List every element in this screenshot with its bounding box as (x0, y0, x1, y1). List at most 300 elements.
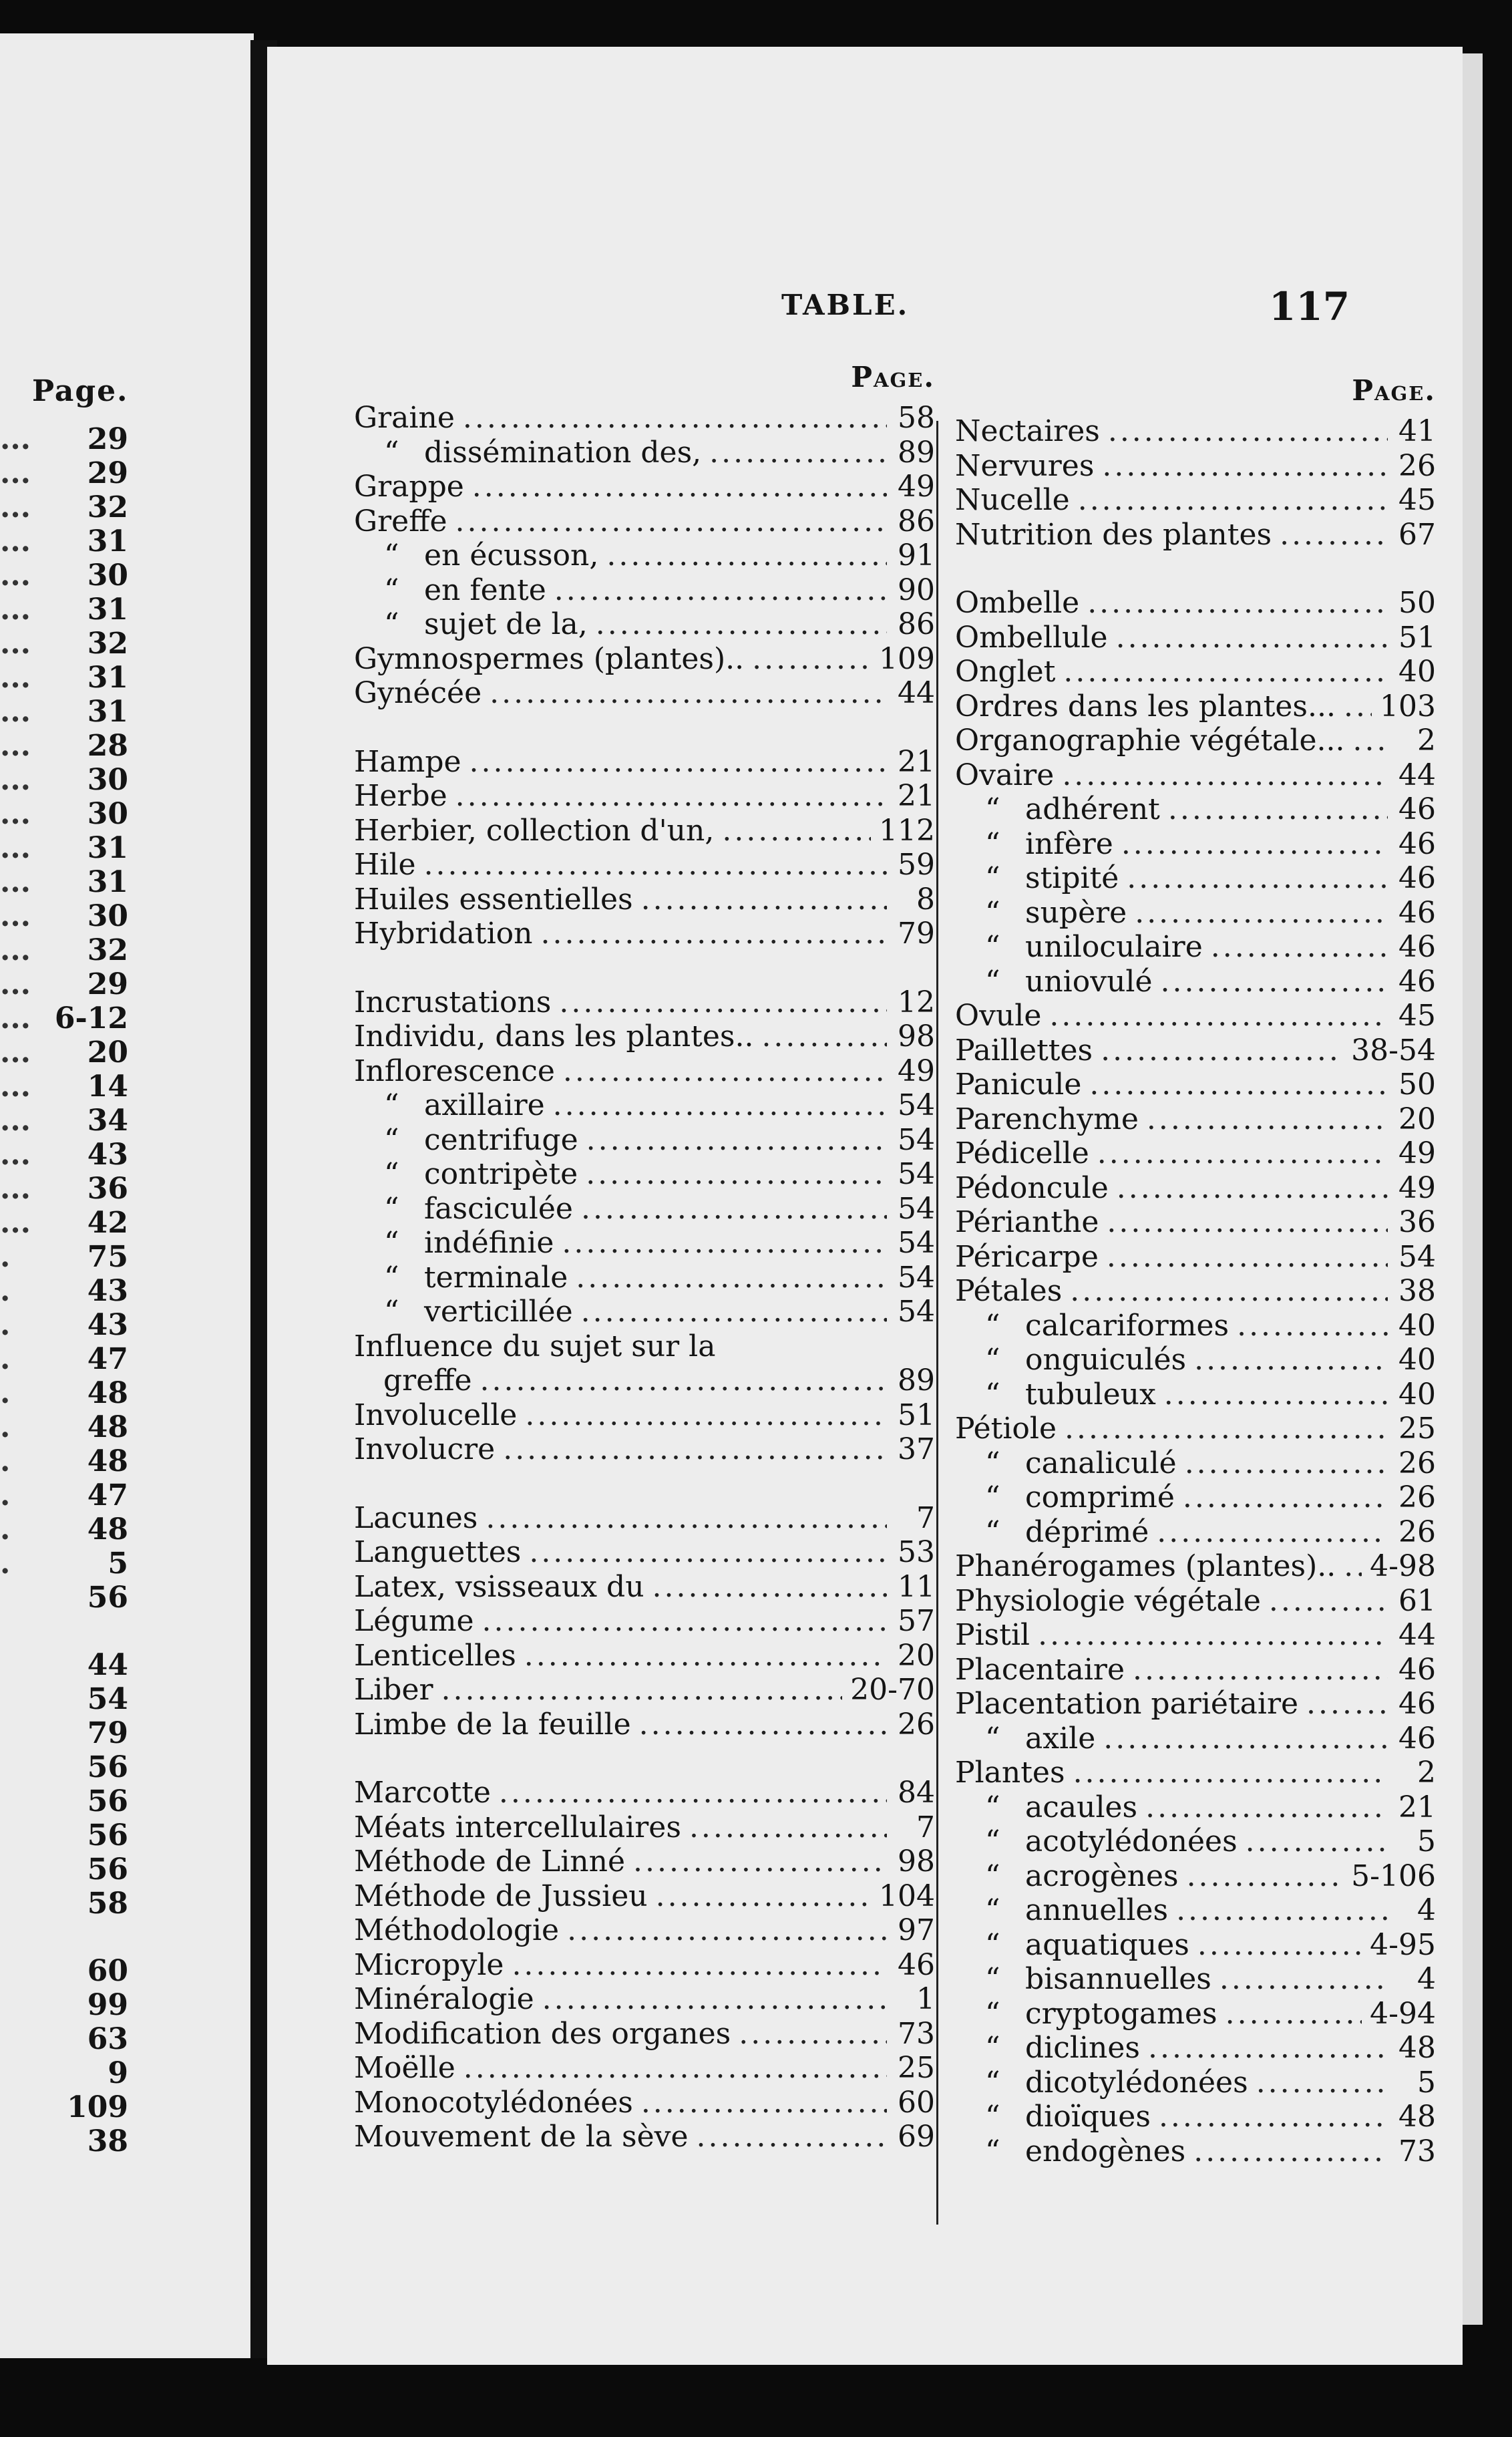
entry-term (354, 882, 633, 917)
index-entry (955, 586, 1436, 621)
dot-leader: ... (0, 865, 31, 899)
entry-label: Minéralogie (354, 1982, 534, 2016)
dot-leader (586, 1157, 887, 1191)
facing-page-number-value: 31 (87, 831, 128, 865)
dot-leader: . (0, 1376, 11, 1410)
entry-term (354, 1776, 491, 1810)
column-header: Page. (851, 361, 935, 393)
facing-page-number-value: 47 (87, 1342, 128, 1376)
entry-label: déprimé (1025, 1514, 1149, 1549)
ditto-mark: “ (985, 2065, 1000, 2100)
entry-page-number: 21 (898, 779, 935, 813)
dot-leader (1101, 1033, 1343, 1068)
facing-page-number (0, 661, 134, 695)
entry-term (955, 1618, 1030, 1652)
index-entry (955, 2134, 1436, 2169)
entry-label: Modification des organes (354, 2016, 731, 2051)
entry-page-number: 50 (1398, 586, 1436, 620)
entry-label: Lenticelles (354, 1638, 516, 1673)
entry-term (955, 1790, 1137, 1824)
entry-term (354, 1432, 495, 1466)
facing-page-number-value: 28 (87, 729, 128, 763)
entry-term (354, 538, 598, 573)
facing-page-number (0, 729, 134, 763)
entry-term (354, 642, 744, 676)
entry-label: Nutrition des plantes (955, 517, 1272, 552)
facing-page-number-value: 56 (87, 1818, 128, 1852)
entry-term (354, 401, 455, 435)
dot-leader: . (0, 1547, 11, 1581)
facing-page-number-value: 56 (87, 1581, 128, 1615)
facing-page-number-value: 32 (87, 627, 128, 661)
dot-leader: ... (0, 967, 31, 1001)
index-entry (354, 1535, 935, 1570)
entry-term (955, 518, 1272, 552)
index-entry (354, 1226, 935, 1261)
index-entry (354, 1913, 935, 1948)
entry-label: Péricarpe (955, 1239, 1099, 1274)
dot-leader (1306, 1687, 1388, 1721)
column-divider (936, 421, 938, 2225)
facing-page-number (0, 1852, 134, 1887)
dot-leader (463, 2051, 887, 2085)
entry-label: Influence du sujet sur la (354, 1329, 716, 1363)
entry-label: Méthode de Linné (354, 1844, 625, 1879)
facing-page-number (0, 627, 134, 661)
facing-page-number (0, 1444, 134, 1478)
entry-page-number: 26 (1398, 1446, 1436, 1480)
dot-leader (441, 1673, 843, 1707)
entry-page-number: 48 (1398, 2100, 1436, 2134)
facing-page-number-value: 43 (87, 1138, 128, 1172)
entry-term (354, 1810, 681, 1844)
index-entry (955, 449, 1436, 484)
entry-term (354, 1363, 472, 1398)
entry-page-number: 79 (898, 917, 935, 951)
entry-label: Hybridation (354, 917, 533, 951)
dot-leader: ... (0, 524, 31, 558)
entry-term (354, 1398, 517, 1432)
index-entry (354, 745, 935, 780)
dot-leader: ... (0, 1104, 31, 1138)
facing-page-number (0, 831, 134, 865)
entry-page-number: 54 (898, 1157, 935, 1191)
entry-label: bisannuelles (1025, 1962, 1211, 1996)
index-entry (354, 1329, 935, 1364)
index-entry (955, 2066, 1436, 2100)
dot-leader (639, 1708, 887, 1742)
facing-page-number-value: 60 (87, 1954, 128, 1988)
entry-label: Méats intercellulaires (354, 1810, 681, 1844)
dot-leader (1103, 1722, 1388, 1756)
entry-page-number: 104 (879, 1879, 935, 1913)
ditto-mark: “ (985, 1343, 1000, 1377)
dot-leader (1127, 861, 1388, 895)
dot-leader (652, 1570, 887, 1604)
entry-term (955, 1722, 1095, 1756)
entry-label: endogènes (1025, 2134, 1186, 2168)
facing-page-number (0, 1716, 134, 1750)
entry-label: greffe (383, 1363, 472, 1398)
entry-label: Monocotylédonées (354, 2085, 633, 2120)
dot-leader (1062, 758, 1388, 792)
index-entry (354, 1948, 935, 1983)
dot-leader (469, 745, 887, 779)
index-entry (354, 1708, 935, 1742)
facing-page-number (0, 933, 134, 967)
entry-term (354, 1604, 474, 1638)
index-entry (955, 1068, 1436, 1102)
entry-term (955, 827, 1113, 861)
ditto-mark: “ (384, 538, 399, 573)
facing-page-number-list (0, 422, 134, 2158)
dot-leader (1344, 689, 1372, 723)
facing-page-number-value: 109 (67, 2090, 128, 2124)
facing-page-number-value: 42 (87, 1206, 128, 1240)
facing-page-number-value: 6-12 (54, 1001, 128, 1035)
facing-page-number (0, 524, 134, 558)
entry-page-number: 49 (1398, 1136, 1436, 1170)
facing-page-number (0, 1274, 134, 1308)
entry-page-number: 97 (898, 1913, 935, 1947)
entry-label: Phanérogames (plantes).. (955, 1549, 1336, 1583)
dot-leader (486, 1501, 887, 1535)
dot-leader (1246, 1824, 1388, 1858)
dot-leader (586, 1123, 887, 1157)
index-entry (354, 1088, 935, 1123)
dot-leader (1097, 1136, 1388, 1170)
entry-term (354, 1226, 554, 1260)
facing-page-number-value: 56 (87, 1852, 128, 1887)
index-entry (955, 1859, 1436, 1894)
dot-leader (1225, 1997, 1362, 2031)
entry-term (354, 504, 447, 538)
entry-page-number: 5-106 (1351, 1858, 1436, 1893)
dot-leader: ... (0, 1001, 31, 1035)
entry-page-number: 20 (1398, 1102, 1436, 1136)
facing-page-number-value: 36 (87, 1172, 128, 1206)
entry-label: axile (1025, 1721, 1096, 1756)
index-entry (354, 2120, 935, 2154)
facing-page-number (0, 2056, 134, 2090)
dot-leader (499, 1776, 887, 1810)
entry-term (354, 1261, 568, 1295)
facing-page-number-value: 43 (87, 1274, 128, 1308)
entry-page-number: 73 (1398, 2134, 1436, 2168)
entry-page-number: 5 (1417, 1824, 1436, 1858)
facing-page-number-value: 56 (87, 1750, 128, 1784)
entry-label: Mouvement de la sève (354, 2120, 689, 2154)
facing-page-number (0, 967, 134, 1001)
entry-term (354, 779, 447, 813)
entry-label: acotylédonées (1025, 1824, 1238, 1858)
entry-label: Pétiole (955, 1412, 1057, 1446)
entry-term (955, 930, 1203, 964)
entry-label: Liber (354, 1673, 433, 1707)
index-entry (354, 1639, 935, 1673)
dot-leader (709, 436, 887, 470)
index-entry (354, 470, 935, 504)
dot-leader: ... (0, 558, 31, 593)
entry-page-number: 20-70 (850, 1673, 935, 1707)
entry-term (955, 1756, 1065, 1790)
facing-page-number-value: 43 (87, 1308, 128, 1342)
index-entry (955, 1171, 1436, 1206)
dot-leader (559, 985, 887, 1019)
entry-term (955, 1859, 1179, 1893)
entry-term (354, 1088, 545, 1122)
entry-label: Ordres dans les plantes... (955, 689, 1336, 723)
entry-page-number: 36 (1398, 1205, 1436, 1239)
index-entry (354, 2017, 935, 2052)
facing-page-number-value: 99 (87, 1988, 128, 2022)
entry-label: axillaire (424, 1088, 545, 1122)
index-entry (955, 1515, 1436, 1550)
dot-leader (606, 538, 887, 573)
entry-page-number: 46 (1398, 1687, 1436, 1721)
facing-page-number-value: 38 (87, 2124, 128, 2158)
entry-page-number: 90 (898, 573, 935, 607)
index-entry (354, 1054, 935, 1089)
entry-page-number: 53 (898, 1535, 935, 1569)
dot-leader (1070, 1274, 1388, 1308)
facing-page-number (0, 1410, 134, 1444)
entry-term (955, 2066, 1248, 2100)
entry-page-number: 86 (898, 504, 935, 538)
facing-page-number (0, 695, 134, 729)
dot-leader: ... (0, 1035, 31, 1070)
entry-label: Greffe (354, 504, 447, 538)
index-entry (354, 538, 935, 573)
index-entries-left (354, 401, 935, 2154)
ditto-mark: “ (384, 1226, 399, 1260)
entry-page-number: 5 (1417, 2065, 1436, 2100)
entry-label: adhérent (1025, 792, 1160, 826)
facing-page-number-value: 31 (87, 695, 128, 729)
facing-page-number (0, 490, 134, 524)
index-entry (354, 814, 935, 848)
index-entry (354, 2051, 935, 2086)
entry-label: Paillettes (955, 1033, 1093, 1068)
facing-page-number-value: 30 (87, 558, 128, 593)
entry-page-number: 40 (1398, 1343, 1436, 1377)
entry-page-number: 26 (1398, 1514, 1436, 1549)
index-entry (955, 621, 1436, 655)
index-entry (955, 1274, 1436, 1309)
entry-label: Latex, vsisseaux du (354, 1569, 644, 1604)
ditto-mark: “ (985, 861, 1000, 895)
dot-leader (567, 1913, 887, 1947)
entry-term (955, 1962, 1211, 1996)
index-entry (354, 1019, 935, 1054)
index-entry (354, 1982, 935, 2017)
entry-label: Nucelle (955, 483, 1070, 517)
ditto-mark: “ (985, 2134, 1000, 2168)
dot-leader (455, 504, 887, 538)
running-title: TABLE. (781, 289, 910, 321)
entry-label: Onglet (955, 655, 1056, 689)
entry-page-number: 46 (1398, 792, 1436, 826)
dot-leader: . (0, 1512, 11, 1547)
entry-label: supère (1025, 895, 1127, 930)
entry-page-number: 51 (1398, 620, 1436, 655)
entry-page-number: 61 (1398, 1583, 1436, 1618)
entry-page-number: 45 (1398, 999, 1436, 1033)
dot-leader: . (0, 1410, 11, 1444)
dot-leader (752, 642, 871, 676)
ditto-mark: “ (985, 1893, 1000, 1927)
dot-leader: ... (0, 899, 31, 933)
facing-page-number (0, 2090, 134, 2124)
dot-leader (525, 1398, 887, 1432)
facing-page-number (0, 1547, 134, 1581)
dot-leader (1133, 1653, 1388, 1687)
dot-leader (542, 1982, 887, 2016)
facing-page-number (0, 1784, 134, 1818)
entry-label: Hile (354, 848, 416, 882)
dot-leader (576, 1261, 887, 1295)
dot-leader: . (0, 1478, 11, 1512)
index-entry (955, 2100, 1436, 2134)
entry-page-number: 46 (1398, 826, 1436, 861)
dot-leader (554, 573, 887, 607)
entry-term (955, 1480, 1175, 1514)
index-entry (354, 573, 935, 608)
dot-leader (1107, 1240, 1388, 1274)
ditto-mark: “ (985, 1996, 1000, 2031)
entry-label: acrogènes (1025, 1858, 1179, 1893)
facing-page-number-value: 54 (87, 1682, 128, 1716)
entry-term (955, 861, 1119, 895)
ditto-mark: “ (384, 607, 399, 641)
entry-label: Ombelle (955, 586, 1080, 620)
dot-leader (490, 676, 887, 710)
dot-leader (1194, 1343, 1388, 1377)
index-entry (955, 1687, 1436, 1722)
dot-leader (1038, 1618, 1388, 1652)
dot-leader (1237, 1309, 1388, 1343)
entry-label: Ovaire (955, 758, 1055, 792)
entry-term (955, 414, 1100, 448)
entry-term (354, 1123, 578, 1157)
entry-label: dioïques (1025, 2100, 1151, 2134)
entry-label: Méthode de Jussieu (354, 1879, 648, 1913)
entry-term (955, 792, 1160, 826)
dot-leader: ... (0, 1206, 31, 1240)
entry-page-number: 49 (898, 1053, 935, 1088)
entry-label: tubuleux (1025, 1377, 1156, 1412)
dot-leader (1089, 1068, 1388, 1102)
facing-page-number-value: 47 (87, 1478, 128, 1512)
dot-leader (1193, 2134, 1388, 2168)
entry-term (354, 1192, 573, 1226)
entry-label: Graine (354, 401, 455, 435)
entry-page-number: 58 (898, 401, 935, 435)
facing-page-number (0, 1750, 134, 1784)
entry-page-number: 46 (1398, 895, 1436, 930)
ditto-mark: “ (985, 964, 1000, 999)
entry-term (354, 573, 546, 607)
entry-page-number: 4 (1417, 1893, 1436, 1927)
entry-label: Organographie végétale... (955, 723, 1345, 758)
index-entry (354, 1123, 935, 1158)
ditto-mark: “ (985, 2031, 1000, 2065)
entry-term (955, 2100, 1151, 2134)
entry-term (955, 1068, 1081, 1102)
ditto-mark: “ (384, 1260, 399, 1295)
entry-label: Pédoncule (955, 1170, 1109, 1205)
entry-page-number: 21 (898, 744, 935, 779)
index-entry (955, 896, 1436, 931)
dot-leader (1108, 414, 1388, 448)
entry-label: diclines (1025, 2031, 1140, 2065)
entry-page-number: 84 (898, 1776, 935, 1810)
entry-label: Légume (354, 1604, 474, 1638)
dot-leader (1073, 1756, 1388, 1790)
facing-page-number-value: 9 (108, 2056, 128, 2090)
entry-page-number: 46 (898, 1947, 935, 1982)
index-column-left (354, 361, 935, 2154)
facing-page-number-value: 48 (87, 1512, 128, 1547)
entry-page-number: 40 (1398, 1377, 1436, 1412)
entry-page-number: 103 (1380, 689, 1436, 723)
entry-label: Panicule (955, 1068, 1082, 1102)
index-entry (354, 1157, 935, 1192)
index-entry (955, 861, 1436, 896)
index-entry (354, 1295, 935, 1329)
entry-label: comprimé (1025, 1480, 1175, 1514)
dot-leader (553, 1088, 887, 1122)
entry-label: Languettes (354, 1535, 522, 1569)
entry-term (955, 483, 1070, 517)
entry-term (955, 1343, 1186, 1377)
index-entry (955, 1549, 1436, 1584)
dot-leader (424, 848, 887, 882)
dot-leader (641, 882, 887, 917)
facing-page-number-value: 32 (87, 933, 128, 967)
entry-page-number: 98 (898, 1019, 935, 1053)
entry-page-number: 1 (916, 1982, 935, 2016)
ditto-mark: “ (384, 1088, 399, 1122)
facing-page-number-value: 44 (87, 1648, 128, 1682)
facing-page-number (0, 1172, 134, 1206)
next-page-edge (1463, 53, 1483, 2325)
facing-page-number (0, 1001, 134, 1035)
facing-page-number-value: 56 (87, 1784, 128, 1818)
index-entry (354, 1776, 935, 1810)
index-entry (955, 518, 1436, 552)
facing-page-number-value: 34 (87, 1104, 128, 1138)
entry-page-number: 46 (1398, 1721, 1436, 1756)
entry-term (354, 1913, 559, 1947)
entry-term (955, 1824, 1238, 1858)
entry-term (955, 2134, 1185, 2168)
entry-term (354, 1570, 644, 1604)
index-entry (354, 1844, 935, 1879)
dot-leader (563, 1054, 887, 1088)
entry-page-number: 4-95 (1370, 1927, 1436, 1962)
entry-page-number: 38-54 (1351, 1033, 1436, 1068)
facing-page-number (0, 1240, 134, 1274)
entry-page-number: 54 (898, 1191, 935, 1226)
ditto-mark: “ (384, 1295, 399, 1329)
entry-page-number: 112 (879, 813, 935, 848)
dot-leader (1280, 518, 1388, 552)
entry-term (354, 848, 416, 882)
entry-label: Micropyle (354, 1947, 504, 1982)
index-entry (955, 655, 1436, 689)
dot-leader: ... (0, 1172, 31, 1206)
